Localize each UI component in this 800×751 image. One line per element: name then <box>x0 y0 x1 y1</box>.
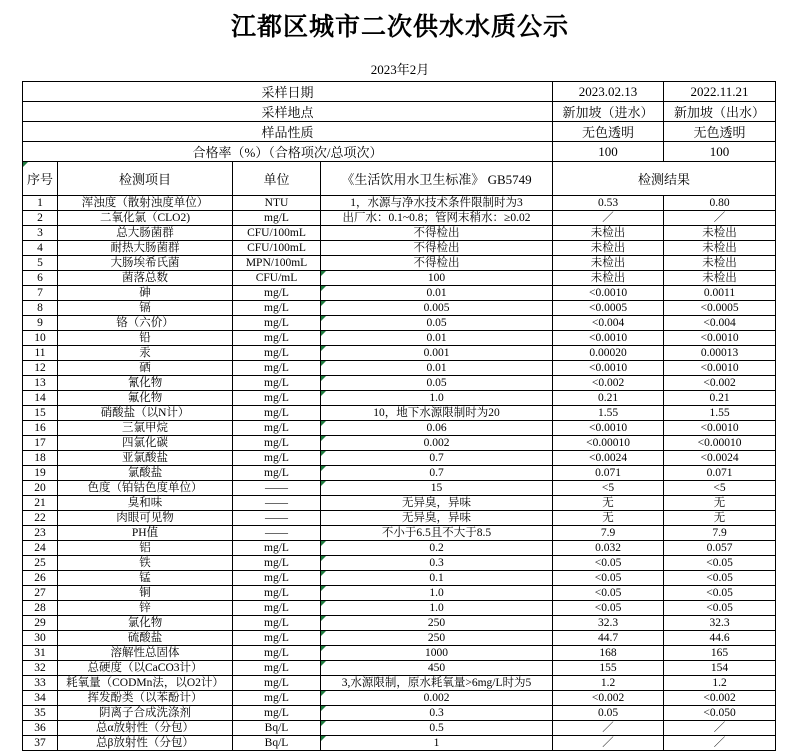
row-item-name: 臭和味 <box>58 496 233 511</box>
row-result-outlet: <0.05 <box>664 586 776 601</box>
row-unit: mg/L <box>233 331 321 346</box>
row-standard-limit: 1.0 <box>321 601 553 616</box>
table-row <box>23 301 776 316</box>
table-row <box>23 661 776 676</box>
row-result-inlet: ／ <box>553 211 664 226</box>
table-row <box>23 631 776 646</box>
row-unit: MPN/100mL <box>233 256 321 271</box>
table-row <box>23 256 776 271</box>
row-item-name: 总β放射性（分包） <box>58 736 233 751</box>
table-row <box>23 286 776 301</box>
row-result-inlet: 无 <box>553 511 664 526</box>
row-standard-limit: 0.01 <box>321 361 553 376</box>
row-number: 25 <box>23 556 58 571</box>
row-standard-limit: 0.001 <box>321 346 553 361</box>
row-item-name: PH值 <box>58 526 233 541</box>
row-result-outlet: <0.0010 <box>664 331 776 346</box>
table-row <box>23 511 776 526</box>
col-header-unit: 单位 <box>233 162 321 196</box>
row-unit: mg/L <box>233 376 321 391</box>
table-row <box>23 346 776 361</box>
table-row <box>23 736 776 751</box>
row-standard-limit: 450 <box>321 661 553 676</box>
row-unit: Bq/L <box>233 736 321 751</box>
row-number: 19 <box>23 466 58 481</box>
row-standard-limit: 无异臭，异味 <box>321 511 553 526</box>
table-row <box>23 391 776 406</box>
table-row <box>23 646 776 661</box>
data-section <box>23 196 776 751</box>
row-result-inlet: <0.0024 <box>553 451 664 466</box>
row-item-name: 耐热大肠菌群 <box>58 241 233 256</box>
row-unit: mg/L <box>233 676 321 691</box>
row-unit: Bq/L <box>233 721 321 736</box>
sample-nature-label: 样品性质 <box>23 122 553 142</box>
row-result-outlet: <0.0010 <box>664 361 776 376</box>
row-standard-limit: 0.05 <box>321 376 553 391</box>
row-standard-limit: 10，地下水源限制时为20 <box>321 406 553 421</box>
pass-rate-inlet: 100 <box>553 142 664 162</box>
row-result-outlet: <0.00010 <box>664 436 776 451</box>
row-item-name: 三氯甲烷 <box>58 421 233 436</box>
row-number: 26 <box>23 571 58 586</box>
row-unit: mg/L <box>233 646 321 661</box>
column-header-row <box>23 162 776 196</box>
row-number: 23 <box>23 526 58 541</box>
row-result-inlet: <0.002 <box>553 376 664 391</box>
row-standard-limit: 0.002 <box>321 691 553 706</box>
row-number: 24 <box>23 541 58 556</box>
row-item-name: 挥发酚类（以苯酚计） <box>58 691 233 706</box>
row-result-outlet: 0.80 <box>664 196 776 211</box>
row-unit: mg/L <box>233 316 321 331</box>
row-number: 20 <box>23 481 58 496</box>
row-number: 15 <box>23 406 58 421</box>
row-unit: mg/L <box>233 541 321 556</box>
row-result-outlet: 165 <box>664 646 776 661</box>
row-number: 36 <box>23 721 58 736</box>
row-item-name: 总大肠菌群 <box>58 226 233 241</box>
table-row <box>23 721 776 736</box>
row-unit: mg/L <box>233 361 321 376</box>
sample-date-inlet: 2023.02.13 <box>553 82 664 102</box>
row-result-inlet: 7.9 <box>553 526 664 541</box>
row-result-inlet: 168 <box>553 646 664 661</box>
sample-nature-outlet: 无色透明 <box>664 122 776 142</box>
info-section <box>23 82 776 196</box>
pass-rate-outlet: 100 <box>664 142 776 162</box>
table-row <box>23 406 776 421</box>
col-header-standard: 《生活饮用水卫生标准》 GB5749 <box>321 162 553 196</box>
row-number: 9 <box>23 316 58 331</box>
table-row <box>23 691 776 706</box>
row-standard-limit: 0.5 <box>321 721 553 736</box>
row-item-name: 总α放射性（分包） <box>58 721 233 736</box>
row-number: 4 <box>23 241 58 256</box>
row-result-inlet: 未检出 <box>553 241 664 256</box>
row-result-inlet: <0.004 <box>553 316 664 331</box>
row-unit: mg/L <box>233 421 321 436</box>
row-standard-limit: 不得检出 <box>321 256 553 271</box>
row-item-name: 氯酸盐 <box>58 466 233 481</box>
sample-site-inlet: 新加坡（进水） <box>553 102 664 122</box>
row-standard-limit: 1000 <box>321 646 553 661</box>
row-unit: mg/L <box>233 286 321 301</box>
table-row <box>23 226 776 241</box>
row-result-outlet: <0.0010 <box>664 421 776 436</box>
row-result-inlet: <0.05 <box>553 571 664 586</box>
sample-date-outlet: 2022.11.21 <box>664 82 776 102</box>
row-result-outlet: <0.002 <box>664 376 776 391</box>
sample-nature-inlet: 无色透明 <box>553 122 664 142</box>
table-row <box>23 466 776 481</box>
row-result-outlet: 32.3 <box>664 616 776 631</box>
row-result-outlet: <0.004 <box>664 316 776 331</box>
row-unit: mg/L <box>233 601 321 616</box>
row-unit: mg/L <box>233 586 321 601</box>
row-unit: mg/L <box>233 466 321 481</box>
row-number: 14 <box>23 391 58 406</box>
table-row <box>23 376 776 391</box>
row-number: 33 <box>23 676 58 691</box>
row-result-outlet: <0.050 <box>664 706 776 721</box>
info-row-sample-date <box>23 82 776 102</box>
row-result-inlet: 未检出 <box>553 271 664 286</box>
row-item-name: 总硬度（以CaCO3计） <box>58 661 233 676</box>
sample-site-outlet: 新加坡（出水） <box>664 102 776 122</box>
row-result-inlet: <0.05 <box>553 556 664 571</box>
row-standard-limit: 250 <box>321 616 553 631</box>
row-result-inlet: 未检出 <box>553 256 664 271</box>
row-result-outlet: <0.05 <box>664 556 776 571</box>
row-item-name: 硒 <box>58 361 233 376</box>
row-item-name: 亚氯酸盐 <box>58 451 233 466</box>
row-result-outlet: <0.0005 <box>664 301 776 316</box>
row-number: 16 <box>23 421 58 436</box>
row-item-name: 铝 <box>58 541 233 556</box>
row-result-inlet: <0.0005 <box>553 301 664 316</box>
row-result-outlet: 未检出 <box>664 271 776 286</box>
table-row <box>23 601 776 616</box>
row-result-outlet: 0.21 <box>664 391 776 406</box>
table-row <box>23 316 776 331</box>
report-month: 2023年2月 <box>370 62 430 77</box>
row-unit: mg/L <box>233 436 321 451</box>
row-result-outlet: 0.0011 <box>664 286 776 301</box>
row-result-inlet: 无 <box>553 496 664 511</box>
row-item-name: 铬（六价） <box>58 316 233 331</box>
row-item-name: 溶解性总固体 <box>58 646 233 661</box>
row-unit: mg/L <box>233 391 321 406</box>
row-standard-limit: 0.05 <box>321 316 553 331</box>
row-item-name: 铁 <box>58 556 233 571</box>
row-result-outlet: 无 <box>664 496 776 511</box>
row-result-inlet: 0.05 <box>553 706 664 721</box>
info-row-sample-site <box>23 102 776 122</box>
row-item-name: 阴离子合成洗涤剂 <box>58 706 233 721</box>
row-result-inlet: 1.55 <box>553 406 664 421</box>
row-number: 5 <box>23 256 58 271</box>
row-standard-limit: 0.01 <box>321 331 553 346</box>
row-standard-limit: 0.01 <box>321 286 553 301</box>
row-item-name: 耗氧量（CODMn法，以O2计） <box>58 676 233 691</box>
row-number: 8 <box>23 301 58 316</box>
row-result-outlet: ／ <box>664 736 776 751</box>
row-item-name: 肉眼可见物 <box>58 511 233 526</box>
table-row <box>23 676 776 691</box>
row-result-outlet: <5 <box>664 481 776 496</box>
row-standard-limit: 0.1 <box>321 571 553 586</box>
row-result-inlet: <0.0010 <box>553 286 664 301</box>
row-number: 12 <box>23 361 58 376</box>
table-row <box>23 196 776 211</box>
row-standard-limit: 0.005 <box>321 301 553 316</box>
row-result-inlet: 155 <box>553 661 664 676</box>
row-number: 27 <box>23 586 58 601</box>
row-unit: CFU/mL <box>233 271 321 286</box>
row-result-inlet: ／ <box>553 736 664 751</box>
row-result-outlet: <0.05 <box>664 571 776 586</box>
row-result-inlet: 0.071 <box>553 466 664 481</box>
row-item-name: 氟化物 <box>58 391 233 406</box>
table-row <box>23 451 776 466</box>
row-unit: mg/L <box>233 451 321 466</box>
sample-date-label: 采样日期 <box>23 82 553 102</box>
row-unit: mg/L <box>233 616 321 631</box>
row-number: 13 <box>23 376 58 391</box>
row-result-outlet: 44.6 <box>664 631 776 646</box>
row-result-inlet: <0.0010 <box>553 361 664 376</box>
info-row-sample-nature <box>23 122 776 142</box>
row-item-name: 四氯化碳 <box>58 436 233 451</box>
row-result-inlet: 1.2 <box>553 676 664 691</box>
col-header-item: 检测项目 <box>58 162 233 196</box>
row-standard-limit: 0.2 <box>321 541 553 556</box>
row-number: 17 <box>23 436 58 451</box>
row-standard-limit: 出厂水：0.1~0.8；管网末稍水：≥0.02 <box>321 211 553 226</box>
col-header-result: 检测结果 <box>553 162 776 196</box>
row-result-inlet: <0.05 <box>553 601 664 616</box>
table-row <box>23 241 776 256</box>
row-unit: mg/L <box>233 691 321 706</box>
row-result-outlet: 0.057 <box>664 541 776 556</box>
row-result-outlet: 0.00013 <box>664 346 776 361</box>
row-standard-limit: 不得检出 <box>321 241 553 256</box>
row-unit: mg/L <box>233 556 321 571</box>
table-row <box>23 436 776 451</box>
row-number: 7 <box>23 286 58 301</box>
row-result-outlet: <0.002 <box>664 691 776 706</box>
water-quality-table <box>22 81 776 751</box>
row-result-outlet: 154 <box>664 661 776 676</box>
row-item-name: 色度（铂钴色度单位） <box>58 481 233 496</box>
row-item-name: 镉 <box>58 301 233 316</box>
row-unit: mg/L <box>233 301 321 316</box>
row-unit: mg/L <box>233 406 321 421</box>
row-standard-limit: 0.7 <box>321 451 553 466</box>
row-item-name: 铅 <box>58 331 233 346</box>
row-item-name: 砷 <box>58 286 233 301</box>
row-unit: CFU/100mL <box>233 226 321 241</box>
row-item-name: 氯化物 <box>58 616 233 631</box>
row-result-outlet: 7.9 <box>664 526 776 541</box>
row-standard-limit: 0.06 <box>321 421 553 436</box>
row-standard-limit: 0.3 <box>321 556 553 571</box>
row-number: 35 <box>23 706 58 721</box>
row-standard-limit: 250 <box>321 631 553 646</box>
row-standard-limit: 不小于6.5且不大于8.5 <box>321 526 553 541</box>
table-row <box>23 331 776 346</box>
row-result-outlet: ／ <box>664 721 776 736</box>
row-result-inlet: 0.53 <box>553 196 664 211</box>
row-result-inlet: 0.032 <box>553 541 664 556</box>
table-row <box>23 526 776 541</box>
table-row <box>23 571 776 586</box>
row-result-inlet: <0.002 <box>553 691 664 706</box>
row-item-name: 二氧化氯（CLO2) <box>58 211 233 226</box>
table-row <box>23 496 776 511</box>
table-row <box>23 616 776 631</box>
table-row <box>23 481 776 496</box>
table-row <box>23 556 776 571</box>
row-result-outlet: <0.0024 <box>664 451 776 466</box>
row-number: 31 <box>23 646 58 661</box>
table-row <box>23 211 776 226</box>
row-item-name: 硝酸盐（以N计） <box>58 406 233 421</box>
row-unit: mg/L <box>233 211 321 226</box>
row-result-inlet: 0.00020 <box>553 346 664 361</box>
row-unit: NTU <box>233 196 321 211</box>
info-row-pass-rate <box>23 142 776 162</box>
row-result-inlet: 0.21 <box>553 391 664 406</box>
row-result-outlet: <0.05 <box>664 601 776 616</box>
row-number: 22 <box>23 511 58 526</box>
table-row <box>23 361 776 376</box>
row-standard-limit: 0.3 <box>321 706 553 721</box>
row-unit: mg/L <box>233 346 321 361</box>
row-standard-limit: 1.0 <box>321 586 553 601</box>
row-number: 6 <box>23 271 58 286</box>
row-standard-limit: 0.002 <box>321 436 553 451</box>
row-result-inlet: 未检出 <box>553 226 664 241</box>
row-item-name: 硫酸盐 <box>58 631 233 646</box>
row-result-outlet: ／ <box>664 211 776 226</box>
row-unit: —— <box>233 526 321 541</box>
row-standard-limit: 不得检出 <box>321 226 553 241</box>
row-item-name: 汞 <box>58 346 233 361</box>
row-standard-limit: 1.0 <box>321 391 553 406</box>
row-number: 1 <box>23 196 58 211</box>
row-result-inlet: <0.05 <box>553 586 664 601</box>
row-result-outlet: 未检出 <box>664 256 776 271</box>
row-standard-limit: 3,水源限制，原水耗氧量>6mg/L时为5 <box>321 676 553 691</box>
page <box>0 7 800 751</box>
row-unit: —— <box>233 481 321 496</box>
row-unit: mg/L <box>233 661 321 676</box>
table-row <box>23 271 776 286</box>
row-number: 2 <box>23 211 58 226</box>
row-item-name: 锌 <box>58 601 233 616</box>
row-result-inlet: ／ <box>553 721 664 736</box>
row-number: 11 <box>23 346 58 361</box>
row-unit: —— <box>233 511 321 526</box>
pass-rate-label: 合格率（%）（合格项次/总项次） <box>23 142 553 162</box>
table-row <box>23 541 776 556</box>
row-unit: mg/L <box>233 706 321 721</box>
col-header-no: 序号 <box>23 162 58 196</box>
page-title: 江都区城市二次供水水质公示 <box>230 14 569 41</box>
row-number: 3 <box>23 226 58 241</box>
row-result-inlet: <0.00010 <box>553 436 664 451</box>
row-item-name: 铜 <box>58 586 233 601</box>
row-item-name: 大肠埃希氏菌 <box>58 256 233 271</box>
row-number: 28 <box>23 601 58 616</box>
row-item-name: 氰化物 <box>58 376 233 391</box>
table-row <box>23 421 776 436</box>
row-standard-limit: 100 <box>321 271 553 286</box>
row-result-inlet: <5 <box>553 481 664 496</box>
row-standard-limit: 15 <box>321 481 553 496</box>
row-number: 30 <box>23 631 58 646</box>
row-result-outlet: 未检出 <box>664 241 776 256</box>
row-standard-limit: 无异臭，异味 <box>321 496 553 511</box>
row-item-name: 菌落总数 <box>58 271 233 286</box>
row-unit: mg/L <box>233 571 321 586</box>
row-result-outlet: 1.2 <box>664 676 776 691</box>
sample-site-label: 采样地点 <box>23 102 553 122</box>
row-item-name: 浑浊度（散射浊度单位） <box>58 196 233 211</box>
row-result-outlet: 无 <box>664 511 776 526</box>
table-row <box>23 706 776 721</box>
row-item-name: 锰 <box>58 571 233 586</box>
row-standard-limit: 0.7 <box>321 466 553 481</box>
row-number: 37 <box>23 736 58 751</box>
table-row <box>23 586 776 601</box>
row-result-outlet: 1.55 <box>664 406 776 421</box>
row-number: 21 <box>23 496 58 511</box>
row-unit: CFU/100mL <box>233 241 321 256</box>
row-unit: mg/L <box>233 631 321 646</box>
row-unit: —— <box>233 496 321 511</box>
row-standard-limit: 1 <box>321 736 553 751</box>
row-number: 32 <box>23 661 58 676</box>
row-number: 29 <box>23 616 58 631</box>
row-result-inlet: 32.3 <box>553 616 664 631</box>
row-number: 10 <box>23 331 58 346</box>
row-standard-limit: 1，水源与净水技术条件限制时为3 <box>321 196 553 211</box>
row-number: 34 <box>23 691 58 706</box>
row-result-outlet: 0.071 <box>664 466 776 481</box>
row-result-inlet: 44.7 <box>553 631 664 646</box>
row-number: 18 <box>23 451 58 466</box>
row-result-outlet: 未检出 <box>664 226 776 241</box>
row-result-inlet: <0.0010 <box>553 331 664 346</box>
row-result-inlet: <0.0010 <box>553 421 664 436</box>
